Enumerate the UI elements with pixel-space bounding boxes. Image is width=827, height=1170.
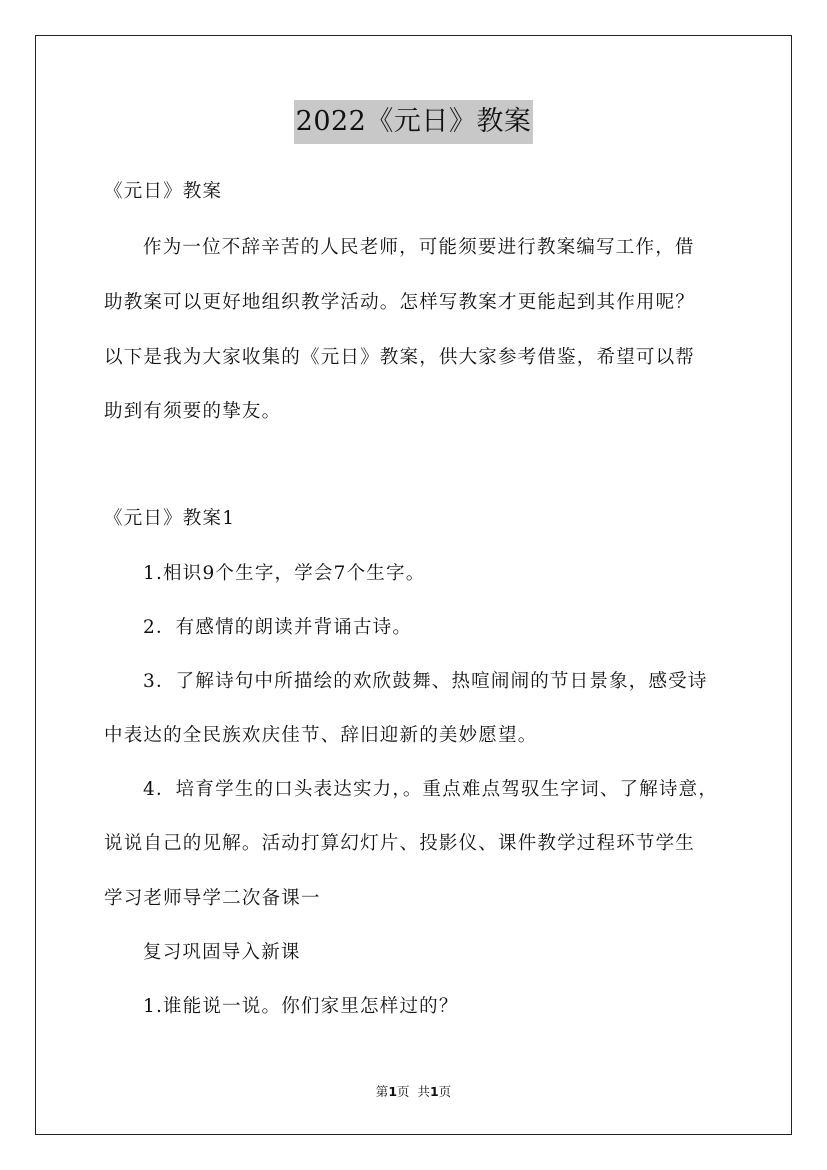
list-item: 3．了解诗句中所描绘的欢欣鼓舞、热喧闹闹的节日景象，感受诗 — [143, 671, 708, 692]
section-heading: 《元日》教案1 — [104, 508, 236, 529]
list-item-continuation: 说说自己的见解。活动打算幻灯片、投影仪、课件教学过程环节学生 — [104, 833, 696, 854]
document-title: 2022《元日》教案 — [294, 100, 534, 144]
page-footer — [0, 1083, 827, 1101]
list-item: 1.谁能说一说。你们家里怎样过的？ — [143, 996, 459, 1017]
subheading: 复习巩固导入新课 — [143, 942, 301, 963]
document-title-block — [0, 100, 827, 144]
footer-mid: 页 共 — [397, 1084, 430, 1099]
paragraph-line: 助到有须要的挚友。 — [104, 401, 282, 422]
list-item: 1.相识9个生字，学会7个生字。 — [143, 563, 426, 584]
list-item-continuation: 中表达的全民族欢庆佳节、辞旧迎新的美妙愿望。 — [104, 725, 538, 746]
paragraph-line: 作为一位不辞辛苦的人民老师，可能须要进行教案编写工作，借 — [143, 237, 695, 258]
list-item-continuation: 学习老师导学二次备课一 — [104, 888, 321, 909]
section-heading: 《元日》教案 — [104, 181, 223, 202]
list-item: 2．有感情的朗读并背诵古诗。 — [143, 617, 413, 638]
footer-page-current: 1 — [388, 1084, 398, 1099]
footer-page-total: 1 — [429, 1084, 439, 1099]
paragraph-line: 助教案可以更好地组织教学活动。怎样写教案才更能起到其作用呢？ — [104, 292, 696, 313]
paragraph-line: 以下是我为大家收集的《元日》教案，供大家参考借鉴，希望可以帮 — [104, 347, 696, 368]
footer-prefix: 第 — [375, 1084, 389, 1099]
footer-suffix: 页 — [438, 1084, 452, 1099]
list-item: 4．培育学生的口头表达实力，。重点难点驾驭生字词、了解诗意， — [143, 779, 719, 800]
